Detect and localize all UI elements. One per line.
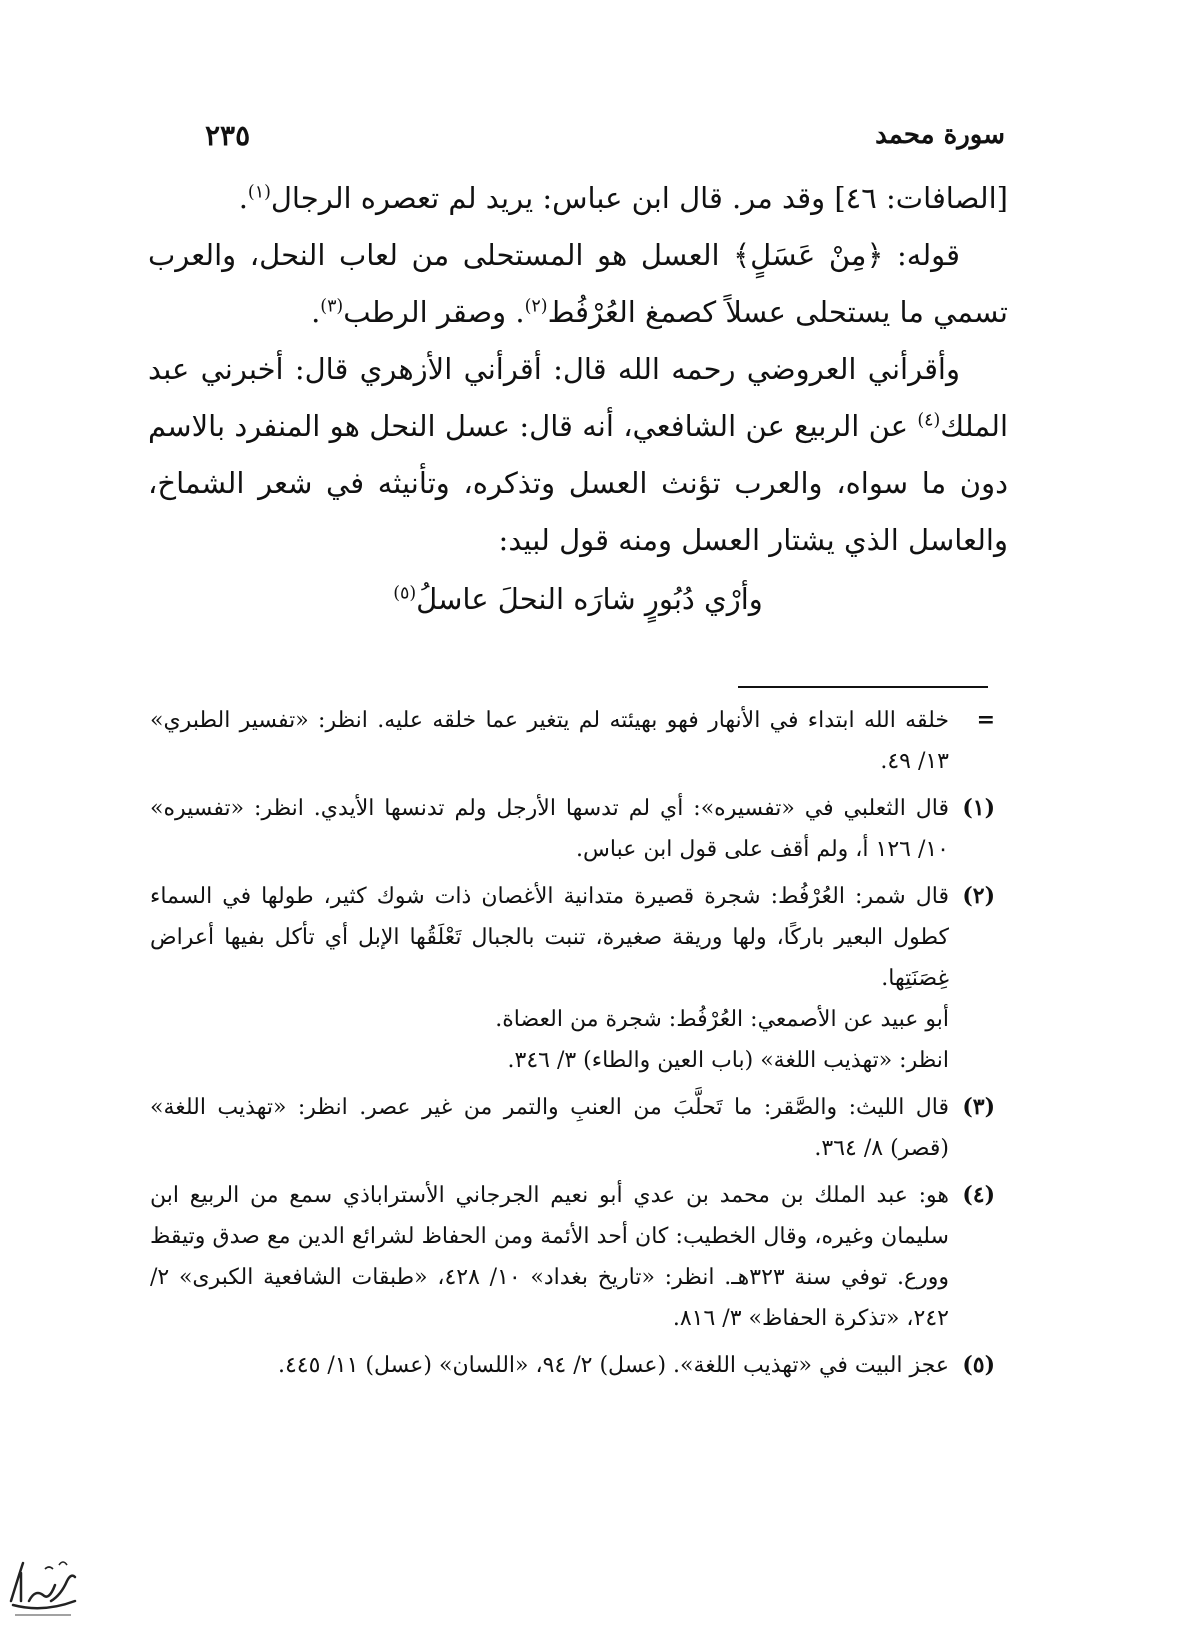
footnote-ref-3: (٣) xyxy=(320,296,344,317)
paragraph-2-text-a: قوله: ﴿مِنْ عَسَلٍ﴾ العسل هو المستحلى من لعاب النحل، والعرب تسمي ما يستحلى عسلاً كصمغ العُرْفُط xyxy=(148,238,1008,329)
footnote-5 xyxy=(150,1345,995,1386)
verse-text: وأرْي دُبُورٍ شارَه النحلَ عاسلُ xyxy=(416,582,763,616)
footnote-mark: (٥) xyxy=(962,1352,995,1378)
footnote-text: خلقه الله ابتداء في الأنهار فهو بهيئته لم يتغير عما خلقه عليه. انظر: «تفسير الطبري» ١٣/ ٤٩. xyxy=(150,708,949,774)
footnote-ref-5: (٥) xyxy=(393,583,417,604)
footnote-mark: (٢) xyxy=(962,883,995,909)
footnote-mark: (٤) xyxy=(962,1182,995,1208)
paragraph-1-text: [الصافات: ٤٦] وقد مر. قال ابن عباس: يريد لم تعصره الرجال xyxy=(270,181,1008,215)
paragraph-2-text-b: . وصقر الرطب xyxy=(343,295,525,329)
footnote-text: قال الليث: والصَّقر: ما تَحلَّبَ من العنبِ والتمر من غير عصر. انظر: «تهذيب اللغة» (قصر) ٨/ ٣٦٤. xyxy=(150,1095,949,1161)
footnote-ref-4: (٤) xyxy=(917,410,941,431)
footnote-4 xyxy=(150,1175,995,1339)
footnote-separator xyxy=(738,686,988,688)
footnote-text-line: أبو عبيد عن الأصمعي: العُرْفُط: شجرة من العضاة. xyxy=(495,1007,949,1032)
paragraph-3 xyxy=(148,341,1008,569)
calligraphy-logo xyxy=(5,1555,80,1625)
footnote-mark: (٣) xyxy=(962,1094,995,1120)
footnote-text-line: انظر: «تهذيب اللغة» (باب العين والطاء) ٣/ ٣٤٦. xyxy=(507,1048,949,1073)
page-number: ٢٣٥ xyxy=(205,118,251,152)
surah-title: سورة محمد xyxy=(875,120,1005,150)
footnote-ref-2: (٢) xyxy=(524,296,548,317)
footnote-2 xyxy=(150,876,995,1081)
footnote-text: قال شمر: العُرْفُط: شجرة قصيرة متدانية الأغصان ذات شوك كثير، طولها في السماء كطول البعير باركًا، ولها وريقة صغيرة، تنبت بالجبال تَعْلَقُها الإبل أي تأكل بفيها أعراض غِصَنَتِها. xyxy=(150,884,949,991)
page-header xyxy=(205,110,1005,160)
footnote-mark: (١) xyxy=(962,795,995,821)
paragraph-1: [الصافات: ٤٦] وقد مر. قال ابن عباس: يريد لم تعصره الرجال$^{(١)}$. xyxy=(238,181,1008,215)
footnotes xyxy=(150,700,995,1392)
footnote-text: قال الثعلبي في «تفسيره»: أي لم تدسها الأرجل ولم تدنسها الأيدي. انظر: «تفسيره» ١٠/ ١٢٦ أ، ولم أقف على قول ابن عباس. xyxy=(150,796,949,862)
paragraph-3-text-b: عن الربيع عن الشافعي، أنه قال: عسل النحل هو المنفرد بالاسم دون ما سواه، والعرب تؤنث العسل وتذكره، وتأنيثه في شعر الشماخ، والعاسل الذي يشتار العسل ومنه قول لبيد: xyxy=(148,409,1008,557)
poetry-verse xyxy=(148,569,1008,629)
footnote-ref-1: (١) xyxy=(247,182,271,203)
footnote-3 xyxy=(150,1087,995,1169)
footnote-continuation xyxy=(150,700,995,782)
footnote-text: عجز البيت في «تهذيب اللغة». (عسل) ٢/ ٩٤، «اللسان» (عسل) ١١/ ٤٤٥. xyxy=(277,1353,949,1378)
paragraph-3-text-a: وأقرأني العروضي رحمه الله قال: أقرأني الأزهري قال: أخبرني عبد الملك xyxy=(148,352,1008,443)
paragraph-2: قوله: ﴿مِنْ عَسَلٍ﴾ العسل هو المستحلى من لعاب النحل، والعرب تسمي ما يستحلى عسلاً كصمغ العُرْفُط$^{(٢)}$. وصقر الرطب$^{(٣)}$. xyxy=(148,238,1008,329)
footnote-1 xyxy=(150,788,995,870)
footnote-mark: = xyxy=(976,707,995,733)
main-text xyxy=(148,170,1008,629)
logo-drawing xyxy=(5,1555,80,1625)
footnote-text: هو: عبد الملك بن محمد بن عدي أبو نعيم الجرجاني الأستراباذي سمع من الربيع ابن سليمان وغيره، وقال الخطيب: كان أحد الأئمة ومن الحفاظ لشرائع الدين مع صدق وتيقظ وورع. توفي سنة ٣٢٣هـ. انظر: «تاريخ بغداد» ١٠/ ٤٢٨، «طبقات الشافعية الكبرى» ٢/ ٢٤٢، «تذكرة الحفاظ» ٣/ ٨١٦. xyxy=(150,1183,950,1331)
